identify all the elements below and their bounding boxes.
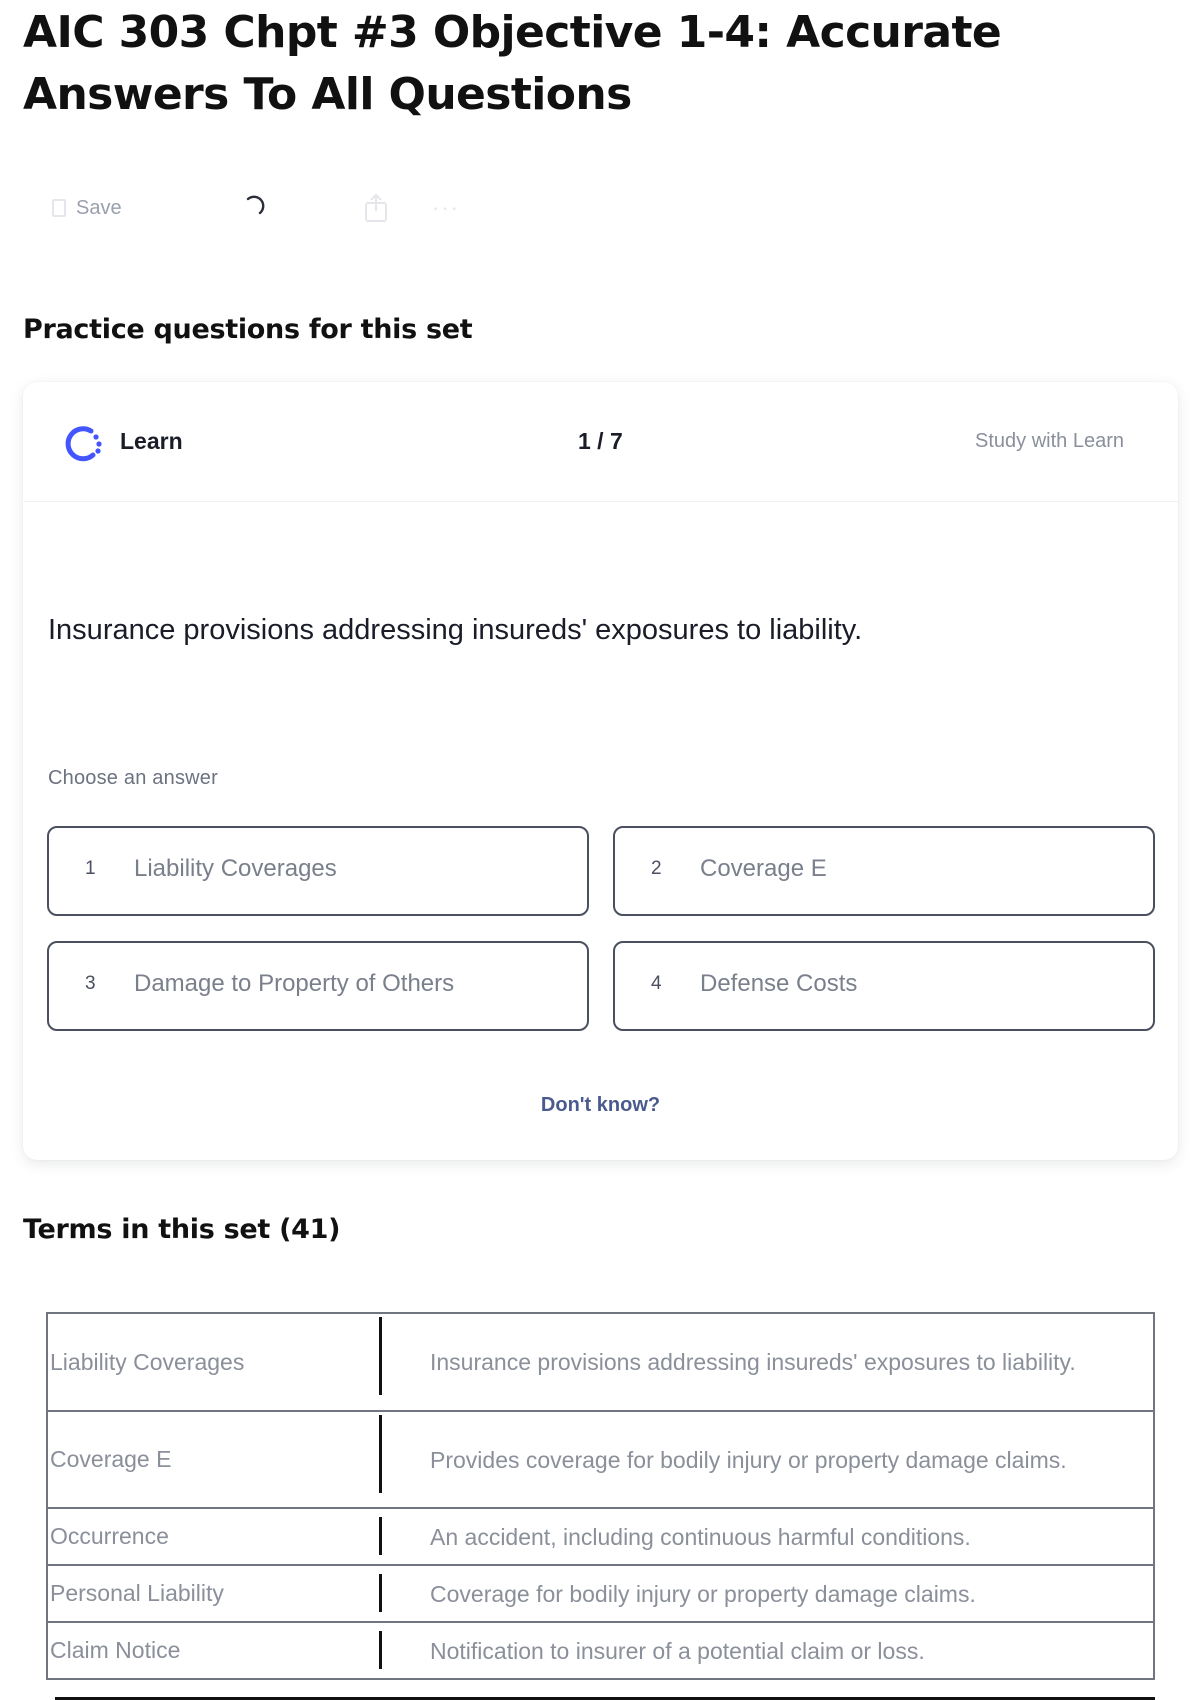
- answer-number: 1: [85, 858, 96, 879]
- table-row: [48, 1410, 1153, 1507]
- term-cell: Coverage E: [50, 1446, 172, 1472]
- term-cell: Occurrence: [50, 1523, 169, 1549]
- answer-number: 4: [651, 973, 662, 994]
- dont-know-label: Don't know?: [540, 1094, 661, 1116]
- share-icon: [364, 193, 388, 223]
- set-toolbar: [52, 188, 512, 228]
- row-divider: [379, 1517, 382, 1555]
- table-row: [48, 1564, 1153, 1621]
- definition-cell: Notification to insurer of a potential claim or loss.: [430, 1637, 925, 1664]
- definition-cell: Provides coverage for bodily injury or property damage claims.: [430, 1446, 1067, 1473]
- page-title: AIC 303 Chpt #3 Objective 1-4: Accurate Answers To All Questions: [23, 7, 1002, 120]
- practice-heading: Practice questions for this set: [23, 314, 473, 345]
- row-divider: [379, 1631, 382, 1669]
- answer-number: 3: [85, 973, 96, 994]
- answer-option-3[interactable]: [47, 941, 589, 1031]
- loading-spinner-icon: [242, 188, 272, 228]
- save-button[interactable]: [52, 188, 122, 228]
- term-cell: Claim Notice: [50, 1637, 181, 1663]
- term-cell: Personal Liability: [50, 1580, 224, 1606]
- table-row: [48, 1507, 1153, 1564]
- row-divider: [379, 1317, 382, 1395]
- answer-text: Damage to Property of Others: [134, 970, 455, 997]
- answer-option-4[interactable]: [613, 941, 1155, 1031]
- definition-cell: Insurance provisions addressing insureds' exposures to liability.: [430, 1349, 1076, 1375]
- definition-cell: Coverage for bodily injury or property damage claims.: [430, 1580, 976, 1607]
- table-row: [48, 1621, 1153, 1678]
- learn-logo-icon: [61, 422, 105, 466]
- question-prompt: Insurance provisions addressing insureds' exposures to liability.: [48, 614, 863, 646]
- learn-header: [23, 382, 1178, 502]
- terms-table: [46, 1312, 1155, 1680]
- bookmark-icon: [52, 199, 66, 217]
- choose-answer-label: Choose an answer: [48, 767, 218, 789]
- answer-option-1[interactable]: [47, 826, 589, 916]
- answer-number: 2: [651, 858, 662, 879]
- learn-label: Learn: [120, 428, 183, 454]
- answer-text: Coverage E: [700, 855, 827, 882]
- answer-option-2[interactable]: [613, 826, 1155, 916]
- study-with-learn-link[interactable]: Study with Learn: [975, 430, 1124, 452]
- share-button[interactable]: [364, 188, 394, 228]
- definition-cell: An accident, including continuous harmful conditions.: [430, 1523, 971, 1550]
- question-progress: 1 / 7: [578, 428, 623, 454]
- answer-text: Defense Costs: [700, 970, 858, 997]
- learn-card: [23, 382, 1178, 1160]
- save-label: Save: [76, 196, 122, 219]
- more-options-button[interactable]: [432, 188, 472, 228]
- more-icon: ···: [432, 195, 460, 220]
- dont-know-button[interactable]: [23, 1094, 1178, 1117]
- table-row: [48, 1314, 1153, 1410]
- answer-text: Liability Coverages: [134, 855, 337, 882]
- terms-heading: Terms in this set (41): [23, 1214, 341, 1245]
- row-divider: [379, 1574, 382, 1612]
- row-divider: [379, 1415, 382, 1493]
- term-cell: Liability Coverages: [50, 1348, 245, 1375]
